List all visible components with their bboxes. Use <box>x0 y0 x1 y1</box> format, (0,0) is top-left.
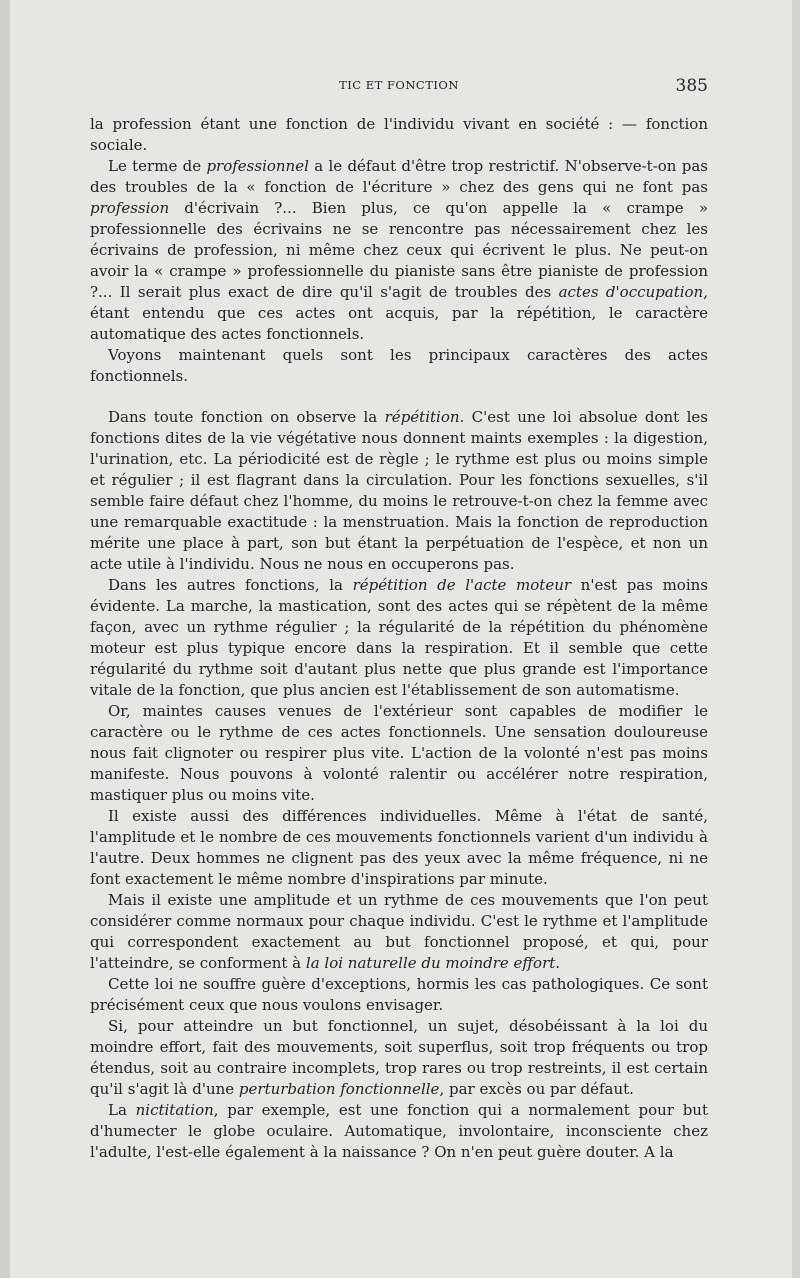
paragraph-3: Voyons maintenant quels sont les principaux caractères des actes fonctionnels. <box>90 346 708 385</box>
paragraph-5: Dans les autres fonctions, la répétition de l'acte moteur n'est pas moins évidente. La marche, la mastication, sont des actes qui se répètent de la même façon, avec un rythme régulier ; la régularité de la répétition du phénomène moteur est plus typique encore dans la respiration. Et il semble que cette régularité du rythme soit d'autant plus nette que plus grande est l'importance vitale de la fonction, que plus ancien est l'établissement de son automatisme. <box>90 576 708 699</box>
paragraph-8: Mais il existe une amplitude et un rythme de ces mouvements que l'on peut considérer comme normaux pour chaque individu. C'est le rythme et l'amplitude qui correspondent exactement au but fonctionnel proposé, et qui, pour l'atteindre, se conforment à la loi naturelle du moindre effort. <box>90 891 708 972</box>
page-number: 385 <box>675 76 708 96</box>
paragraph-1: la profession étant une fonction de l'individu vivant en société : — fonction sociale. <box>90 115 708 154</box>
paragraph-7: Il existe aussi des différences individuelles. Même à l'état de santé, l'amplitude et le nombre de ces mouvements fonctionnels varient d'un individu à l'autre. Deux hommes ne clignent pas des yeux avec la même fréquence, ni ne font exactement le même nombre d'inspirations par minute. <box>90 807 708 888</box>
running-title: TIC ET FONCTION <box>339 78 459 92</box>
paragraph-6: Or, maintes causes venues de l'extérieur sont capables de modifier le caractère ou le rythme de ces actes fonctionnels. Une sensation douloureuse nous fait clignoter ou respirer plus vite. L'action de la volonté n'est pas moins manifeste. Nous pouvons à volonté ralentir ou accélérer notre respiration, mastiquer plus ou moins vite. <box>90 702 708 804</box>
scan-edge-right <box>792 0 800 1278</box>
page-header <box>90 76 708 98</box>
paragraph-11: La nictitation, par exemple, est une fonction qui a normalement pour but d'humecter le globe oculaire. Automatique, involontaire, inconsciente chez l'adulte, l'est-elle également à la naissance ? On n'en peut guère douter. A la <box>90 1101 708 1161</box>
scan-edge-left <box>0 0 10 1278</box>
paragraph-9: Cette loi ne souffre guère d'exceptions, hormis les cas pathologiques. Ce sont précisément ceux que nous voulons envisager. <box>90 975 708 1014</box>
italic-term: actes d'occupation <box>558 283 704 301</box>
paragraph-10: Si, pour atteindre un but fonctionnel, un sujet, désobéissant à la loi du moindre effort, fait des mouvements, soit superflus, soit trop fréquents ou trop étendus, soit au contraire incomplets, trop rares ou trop restreints, il est certain qu'il s'agit là d'une perturbation fonctionnelle, par excès ou par défaut. <box>90 1017 708 1098</box>
italic-term: nictitation <box>135 1101 214 1119</box>
italic-term: répétition de l'acte moteur <box>352 576 572 594</box>
italic-term: répétition <box>384 408 460 426</box>
italic-term: perturbation fonctionnelle <box>238 1080 440 1098</box>
paragraph-4: Dans toute fonction on observe la répétition. C'est une loi absolue dont les fonctions dites de la vie végétative nous donnent maints exemples : la digestion, l'urination, etc. La périodicité est de règle ; le rythme est plus ou moins simple et régulier ; il est flagrant dans la circulation. Pour les fonctions sexuelles, s'il semble faire défaut chez l'homme, du moins le retrouve-t-on chez la femme avec une remarquable exactitude : la menstruation. Mais la fonction de reproduction mérite une place à part, son but étant la perpétuation de l'espèce, et non un acte utile à l'individu. Nous ne nous en occuperons pas. <box>90 408 708 573</box>
paragraph-2: Le terme de professionnel a le défaut d'être trop restrictif. N'observe-t-on pas des troubles de la « fonction de l'écriture » chez des gens qui ne font pas profession d'écrivain ?... Bien plus, ce qu'on appelle la « crampe » professionnelle des écrivains ne se rencontre pas nécessairement chez les écrivains de profession, ni même chez ceux qui écrivent le plus. Ne peut-on avoir la « crampe » professionnelle du pianiste sans être pianiste de profession ?... Il serait plus exact de dire qu'il s'agit de troubles des actes d'occupation, étant entendu que ces actes ont acquis, par la répétition, le caractère automatique des actes fonctionnels. <box>90 157 709 343</box>
italic-term: profession <box>90 199 170 217</box>
italic-term: professionnel <box>206 157 309 175</box>
body-text <box>90 114 708 1163</box>
italic-term: la loi naturelle du moindre effort <box>305 954 556 972</box>
